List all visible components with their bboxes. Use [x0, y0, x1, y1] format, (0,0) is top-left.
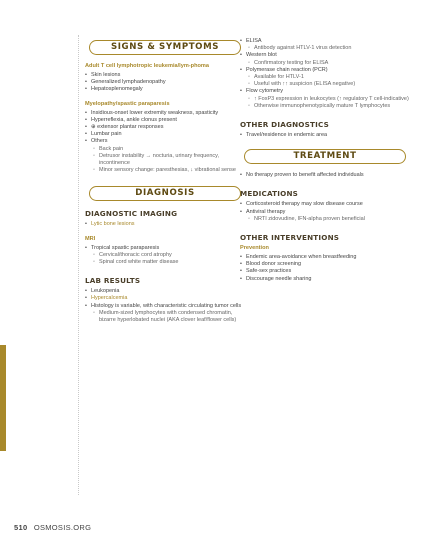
list-item: • No therapy proven to benefit affected individuals	[240, 172, 410, 179]
treatment-list	[240, 172, 410, 179]
diagnosis-banner: DIAGNOSIS	[89, 186, 241, 201]
margin-divider	[78, 35, 79, 495]
diagnostic-imaging-heading: DIAGNOSTIC IMAGING	[85, 209, 178, 219]
list-item: • Blood donor screening	[240, 261, 410, 268]
atll-heading: Adult T cell lymphotropic leukemia/lym-phoma	[85, 63, 210, 69]
sub-list-item: ◦ Cervical/thoracic cord atrophy	[85, 252, 245, 259]
treatment-banner: TREATMENT	[244, 149, 406, 164]
list-item: • Insidious-onset lower extremity weakness, spasticity	[85, 110, 245, 117]
list-item: • Corticosteroid therapy may slow disease course	[240, 201, 410, 208]
other-diagnostics-heading: OTHER DIAGNOSTICS	[240, 120, 329, 130]
sub-list-item: ◦ Minor sensory change: paresthesias, ↓ vibrational sense	[85, 167, 245, 174]
other-interventions-heading: OTHER INTERVENTIONS	[240, 233, 340, 243]
list-item: • Western blot	[240, 52, 410, 59]
medications-list	[240, 201, 410, 223]
sub-list-item: ◦ Antibody against HTLV-1 virus detection	[240, 45, 410, 52]
list-item: • Safe-sex practices	[240, 268, 410, 275]
sub-list-item: ◦ Medium-sized lymphocytes with condensed chromatin, bizarre hyperlobated nuclei (AKA clover leaf/flower cells)	[85, 310, 245, 324]
list-item: • Antiviral therapy	[240, 209, 410, 216]
chapter-side-tab	[0, 345, 6, 451]
other-diagnostics-list	[240, 132, 410, 139]
page-number: 510	[14, 523, 28, 532]
list-item: • Tropical spastic paraparesis	[85, 245, 245, 252]
list-item: • Hypercalcemia	[85, 295, 245, 302]
sub-list-item: ◦ Available for HTLV-1	[240, 74, 410, 81]
right-column	[240, 38, 410, 283]
sub-list-item: ◦ Otherwise immunophenotypically mature T lymphocytes	[240, 103, 410, 110]
prevention-heading: Prevention	[240, 245, 269, 252]
list-item: • Leukopenia	[85, 288, 245, 295]
list-item: • Endemic area-avoidance when breastfeeding	[240, 254, 410, 261]
imaging-list	[85, 221, 245, 228]
list-item: • ⊕ extensor plantar responses	[85, 124, 245, 131]
sub-list-item: ◦ Useful with ↑↑ suspicion (ELISA negative)	[240, 81, 410, 88]
list-item: • ELISA	[240, 38, 410, 45]
list-item: • Lumbar pain	[85, 131, 245, 138]
lab-results-heading: LAB RESULTS	[85, 276, 141, 286]
atll-list	[85, 72, 245, 94]
mri-list	[85, 245, 245, 267]
list-item: • Histology is variable, with characteristic circulating tumor cells	[85, 303, 245, 310]
signs-symptoms-banner: SIGNS & SYMPTOMS	[89, 40, 241, 55]
sub-list-item: ◦ NRTI zidovudine, IFN-alpha proven beneficial	[240, 216, 410, 223]
list-item: • Travel/residence in endemic area	[240, 132, 410, 139]
list-item: • Hyperreflexia, ankle clonus present	[85, 117, 245, 124]
list-item: • Hepatosplenomegaly	[85, 86, 245, 93]
sub-list-item: ◦ Back pain	[85, 146, 245, 153]
medications-heading: MEDICATIONS	[240, 189, 299, 199]
myelopathy-heading: Myelopathy/spastic paraparesis	[85, 100, 170, 107]
left-column	[85, 38, 245, 324]
list-item: • Lytic bone lesions	[85, 221, 245, 228]
sub-list-item: ◦ Spinal cord white matter disease	[85, 259, 245, 266]
list-item: • Generalized lymphadenopathy	[85, 79, 245, 86]
page-footer	[14, 523, 91, 532]
prevention-list	[240, 254, 410, 283]
myelopathy-list	[85, 110, 245, 175]
sub-list-item: ◦ Confirmatory testing for ELISA	[240, 60, 410, 67]
lab-list	[85, 288, 245, 324]
mri-heading: MRI	[85, 235, 96, 242]
site-link[interactable]: OSMOSIS.ORG	[33, 523, 92, 532]
sub-list-item: ◦ ↑ FoxP3 expression in leukocytes (↑ regulatory T cell-indicative)	[240, 96, 410, 103]
list-item: • Polymerase chain reaction (PCR)	[240, 67, 410, 74]
sub-list-item: ◦ Detrusor instability → nocturia, urinary frequency, incontinence	[85, 153, 245, 167]
lab-tests-list	[240, 38, 410, 110]
list-item: • Discourage needle sharing	[240, 276, 410, 283]
list-item: • Others	[85, 138, 245, 145]
list-item: • Skin lesions	[85, 72, 245, 79]
list-item: • Flow cytometry	[240, 88, 410, 95]
